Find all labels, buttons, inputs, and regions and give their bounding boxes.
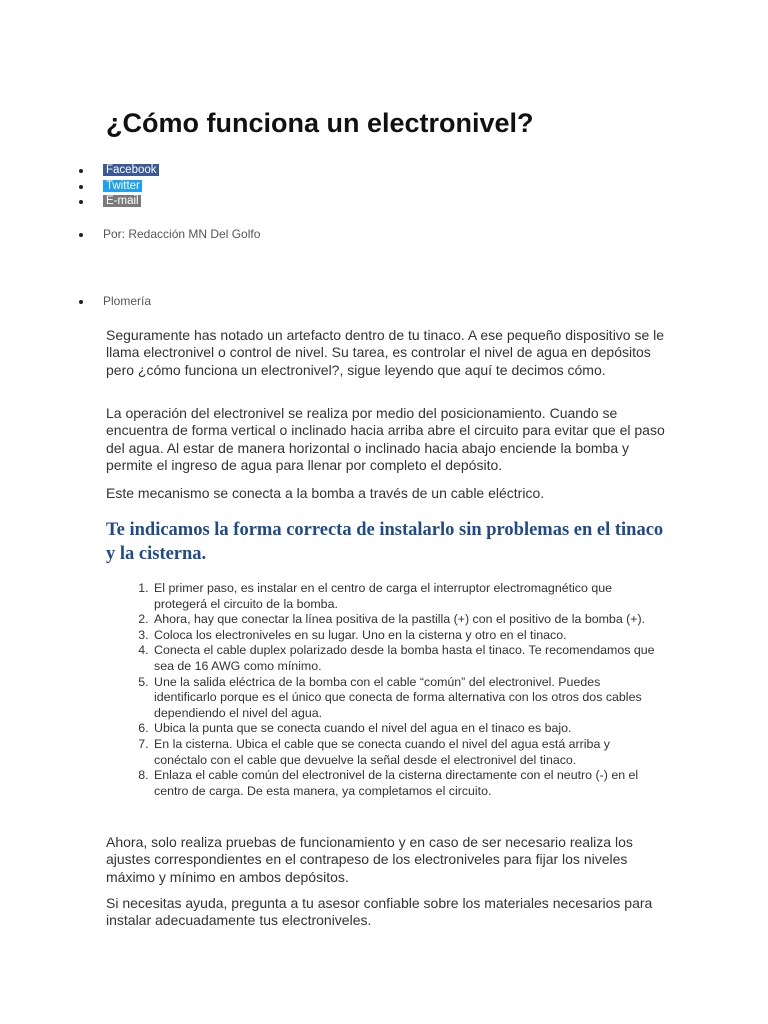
share-links: [76, 163, 676, 210]
installation-steps: [106, 581, 666, 799]
intro-paragraph-2: La operación del electronivel se realiza por medio del posicionamiento. Cuando se encuentra de forma vertical o inclinado hacia arriba abre el circuito para evitar que el paso del agua. Al estar de manera horizontal o inclinado hacia abajo enciende la bomba y permite el ingreso de agua para llenar por completo el depósito.: [106, 405, 665, 474]
category-list: [76, 294, 676, 310]
twitter-share-link[interactable]: Twitter: [103, 180, 142, 192]
share-item-email: [76, 194, 676, 210]
step-item: 8. Enlaza el cable común del electronivel de la cisterna directamente con el neutro (-) en el centro de carga. De esta manera, ya completamos el circuito.: [152, 768, 666, 799]
share-item-facebook: [76, 163, 676, 179]
byline: Por: Redacción MN Del Golfo: [76, 227, 676, 243]
step-item: 2. Ahora, hay que conectar la línea positiva de la pastilla (+) con el positivo de la bomba (+).: [152, 612, 666, 628]
intro-paragraph-3: Este mecanismo se conecta a la bomba a través de un cable eléctrico.: [106, 485, 545, 501]
step-item: 3. Coloca los electroniveles en su lugar. Uno en la cisterna y otro en el tinaco.: [152, 628, 666, 644]
closing-paragraph-2: Si necesitas ayuda, pregunta a tu asesor confiable sobre los materiales necesarios para instalar adecuadamente tus electroniveles.: [106, 895, 653, 929]
byline-list: [76, 227, 676, 243]
step-item: 5. Une la salida eléctrica de la bomba con el cable “común” del electronivel. Puedes identificarlo porque es el único que conecta de forma alternativa con los otros dos cables dependiendo el nivel del agua.: [152, 675, 666, 722]
closing-paragraph-1: Ahora, solo realiza pruebas de funcionamiento y en caso de ser necesario realiza los ajustes correspondientes en el contrapeso de los electroniveles para fijar los niveles máximo y mínimo en ambos depósitos.: [106, 834, 633, 885]
share-item-twitter: [76, 179, 676, 195]
step-item: 4. Conecta el cable duplex polarizado desde la bomba hasta el tinaco. Te recomendamos que sea de 16 AWG como mínimo.: [152, 643, 666, 674]
step-item: 7. En la cisterna. Ubica el cable que se conecta cuando el nivel del agua está arriba y conéctalo con el cable que devuelve la señal desde el electronivel del tinaco.: [152, 737, 666, 768]
section-subtitle: Te indicamos la forma correcta de instalarlo sin problemas en el tinaco y la cisterna.: [106, 520, 664, 564]
intro-paragraph-1: Seguramente has notado un artefacto dentro de tu tinaco. A ese pequeño dispositivo se le llama electronivel o control de nivel. Su tarea, es controlar el nivel de agua en depósitos pero ¿cómo funciona un electronivel?, sigue leyendo que aquí te decimos cómo.: [106, 327, 665, 378]
step-item: 6. Ubica la punta que se conecta cuando el nivel del agua en el tinaco es bajo.: [152, 721, 666, 737]
category-link[interactable]: Plomería: [76, 294, 676, 310]
email-share-link[interactable]: E-mail: [103, 195, 141, 207]
step-item: 1. El primer paso, es instalar en el centro de carga el interruptor electromagnético que protegerá el circuito de la bomba.: [152, 581, 666, 612]
facebook-share-link[interactable]: Facebook: [103, 164, 159, 176]
article-title: ¿Cómo funciona un electronivel?: [106, 108, 534, 138]
